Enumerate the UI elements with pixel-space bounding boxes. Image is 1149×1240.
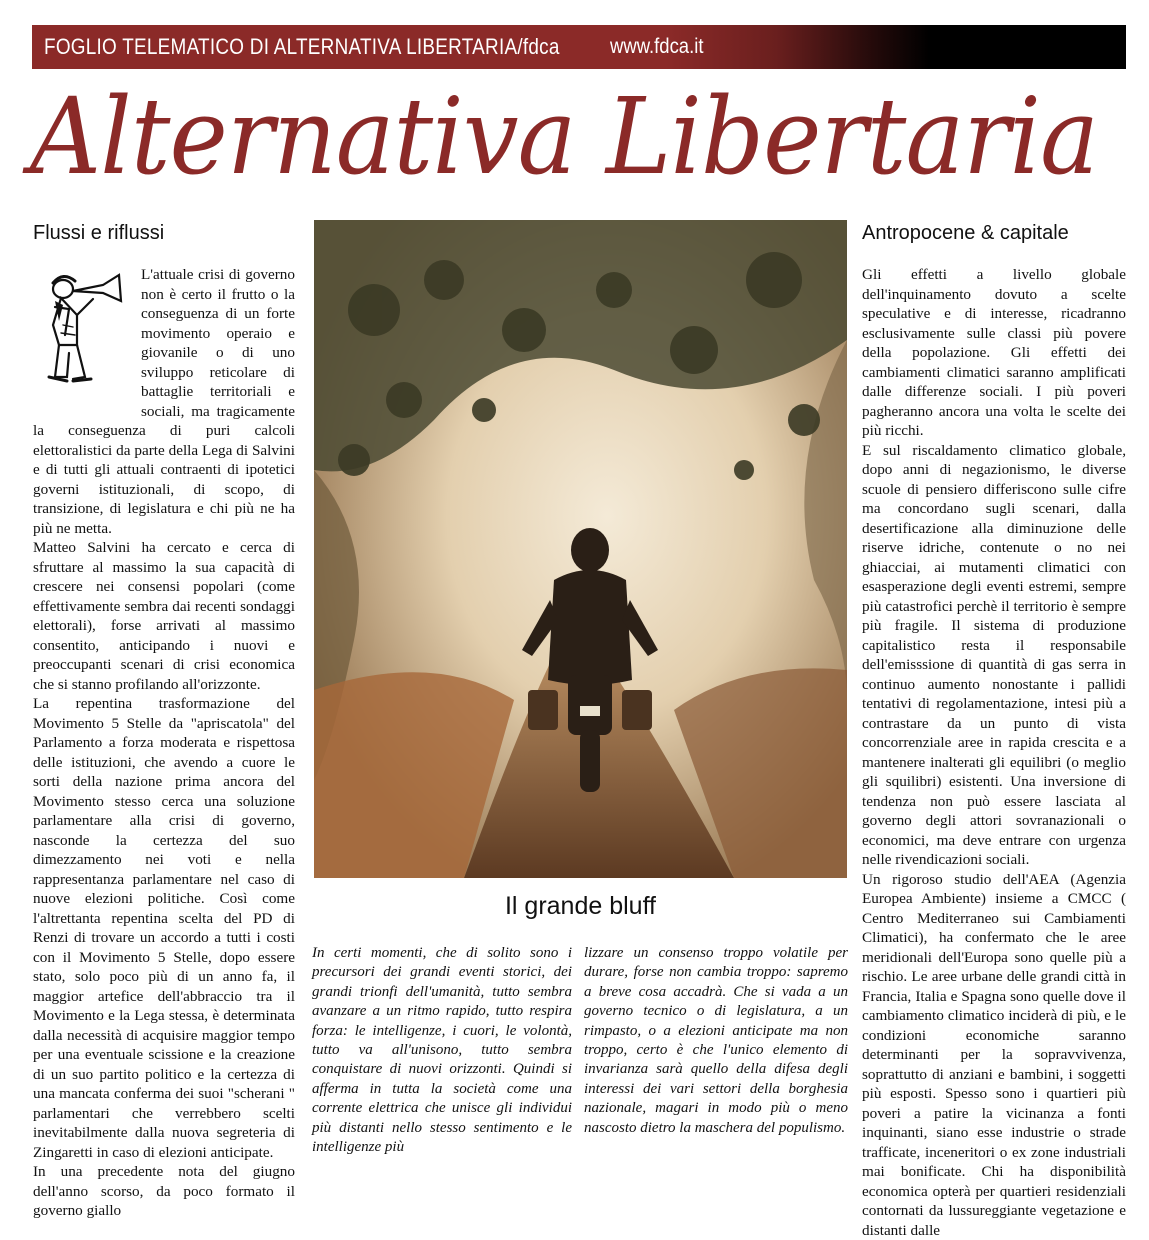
right-heading: Antropocene & capitale	[862, 222, 1069, 245]
right-paragraph: Gli effetti a livello globale dell'inquinamento dovuto a scelte speculative e di interesse, ricadranno esclusivamente sulle classi più povere della popolazione. Gli effetti dei cambiamenti climatici saranno amplificati dalle differenze sociali. I più poveri pagheranno ancora una volta le scelte dei più ricchi.	[862, 265, 1126, 441]
header-url[interactable]: www.fdca.it	[610, 35, 703, 59]
left-paragraph: L'attuale crisi di governo non è certo il frutto o la conseguenza di un forte movimento operaio e giovanile o di uno sviluppo reticolare di battaglie territoriali e sociali, ma tragicamente la conseguenza di puri calcoli elettoralistici da parte della Lega di Salvini e di tutti gli attuali contraenti di ipotetici governi istituzionali, di scopo, di transizione, di legislatura e chi più ne ha più ne metta.	[33, 265, 295, 538]
article-title: Il grande bluff	[314, 892, 847, 921]
center-column-right: lizzare un consenso troppo volatile per durare, forse non cambia troppo: sapremo a breve cosa accadrà. Che si vada a un governo tecnico o di legislatura, a un rimpasto, o a elezioni anticipate ma non troppo, certo è che l'unico elemento di invarianza sarà quello della difesa degli interessi dei vari settori della borghesia nazionale, magari in modo più o meno nascosto dietro la maschera del populismo.	[584, 944, 848, 1138]
center-column-left: In certi momenti, che di solito sono i precursori dei grandi eventi storici, dei grandi trionfi dell'umanità, tutto sembra avanzare a un ritmo rapido, tutto respira forza: le intelligenze, i cuori, le volontà, tutto va all'unisono, tutto sembra conquistare di nuovi orizzonti. Quindi si afferma in tutta la società come una corrente elettrica che unisce gli individui più distanti nello stesso sentimento e le intelligenze più	[312, 944, 572, 1157]
left-article	[33, 265, 295, 1221]
motorcycle-photo	[314, 220, 847, 878]
left-heading: Flussi e riflussi	[33, 222, 164, 245]
right-article	[862, 265, 1126, 1240]
left-paragraph: Matteo Salvini ha cercato e cerca di sfruttare al massimo la sua capacità di crescere nei consensi popolari (come effettivamente sembra dai recenti sondaggi elettorali), forse arrivati al massimo consentito, anticipando i nuovi e preoccupanti scenari di crisi economica che si stanno profilando all'orizzonte.	[33, 538, 295, 694]
trumpeter-illustration-icon	[33, 265, 133, 405]
left-paragraph: In una precedente nota del giugno dell'anno scorso, da poco formato il governo giallo	[33, 1162, 295, 1221]
right-paragraph: E sul riscaldamento climatico globale, dopo anni di negazionismo, le diverse scuole di pensiero differiscono sulle cifre ma concordano sugli scenari, dalla desertificazione alla diminuzione delle riserve idriche, contenute o no nei ghiacciai, ai mutamenti climatici con esasperazione degli eventi estremi, sempre più catastrofici perchè il territorio è sempre più fragile. Il sistema di produzione capitalistico resta il responsabile dell'emisssione di quantità di gas serra in continuo aumento nonostante i pallidi tentativi di regolamentazione, intesi più a contrastare da un punto di vista concorrenziale aree in rapida crescita e a mantenere inalterati gli equilibri (o meglio gli squilibri) esistenti. Una inversione di tendenza non può essere lasciata al governo degli attori sovranazionali o economici, ma deve entrare con urgenza nelle rivendicazioni sociali.	[862, 441, 1126, 870]
masthead-title: Alternativa Libertaria	[30, 62, 1053, 212]
header-title: FOGLIO TELEMATICO DI ALTERNATIVA LIBERTARIA/fdca	[44, 34, 560, 60]
left-paragraph: La repentina trasformazione del Movimento 5 Stelle da "apriscatola" del Parlamento a forza moderata e rispettosa delle istituzioni, che avendo a cuore le sorti della nazione prima ancora del Movimento stesso cerca una soluzione parlamentare alla crisi di governo, nasconde la certezza del suo dimezzamento nei voti e nella rappresentanza parlamentare nel caso di nuove elezioni politiche. Così come l'altrettanta repentina scelta del PD di Renzi di trovare un accordo a tutti i costi con il Movimento 5 Stelle, dopo essere stato, solo poco più di un anno fa, il maggior artefice dell'abbraccio tra il Movimento e la Lega stessa, è determinata dalla necessità di acquisire maggior tempo per una eventuale scissione e la creazione di un suo partito politico e la certezza di una mancata conferma dei suoi "scherani " parlamentari che verrebbero scelti inevitabilmente dalla nuova segreteria di Zingaretti in caso di elezioni anticipate.	[33, 694, 295, 1162]
right-paragraph: Un rigoroso studio dell'AEA (Agenzia Europea Ambiente) insieme a CMCC ( Centro Mediterraneo sui Cambiamenti Climatici), ha confermato che le aree meridionali dell'Europa sono quelle più a rischio. Le aree urbane delle grandi città in Francia, Italia e Spagna sono quelle dove il cambiamento climatico inciderà di più, e le condizioni economiche saranno determinanti per la sopravvivenza, soprattutto di anziani e bambini, i soggetti più esposti. Spesso sono i quartieri più poveri a patire la vicinanza a fonti inquinanti, siano esse industrie o strade trafficate, inceneritori o ex zone industriali mai bonificate. Chi ha disponibilità economica opterà per quartieri residenziali contornati da lussureggiante vegetazione e distanti dalle	[862, 870, 1126, 1240]
